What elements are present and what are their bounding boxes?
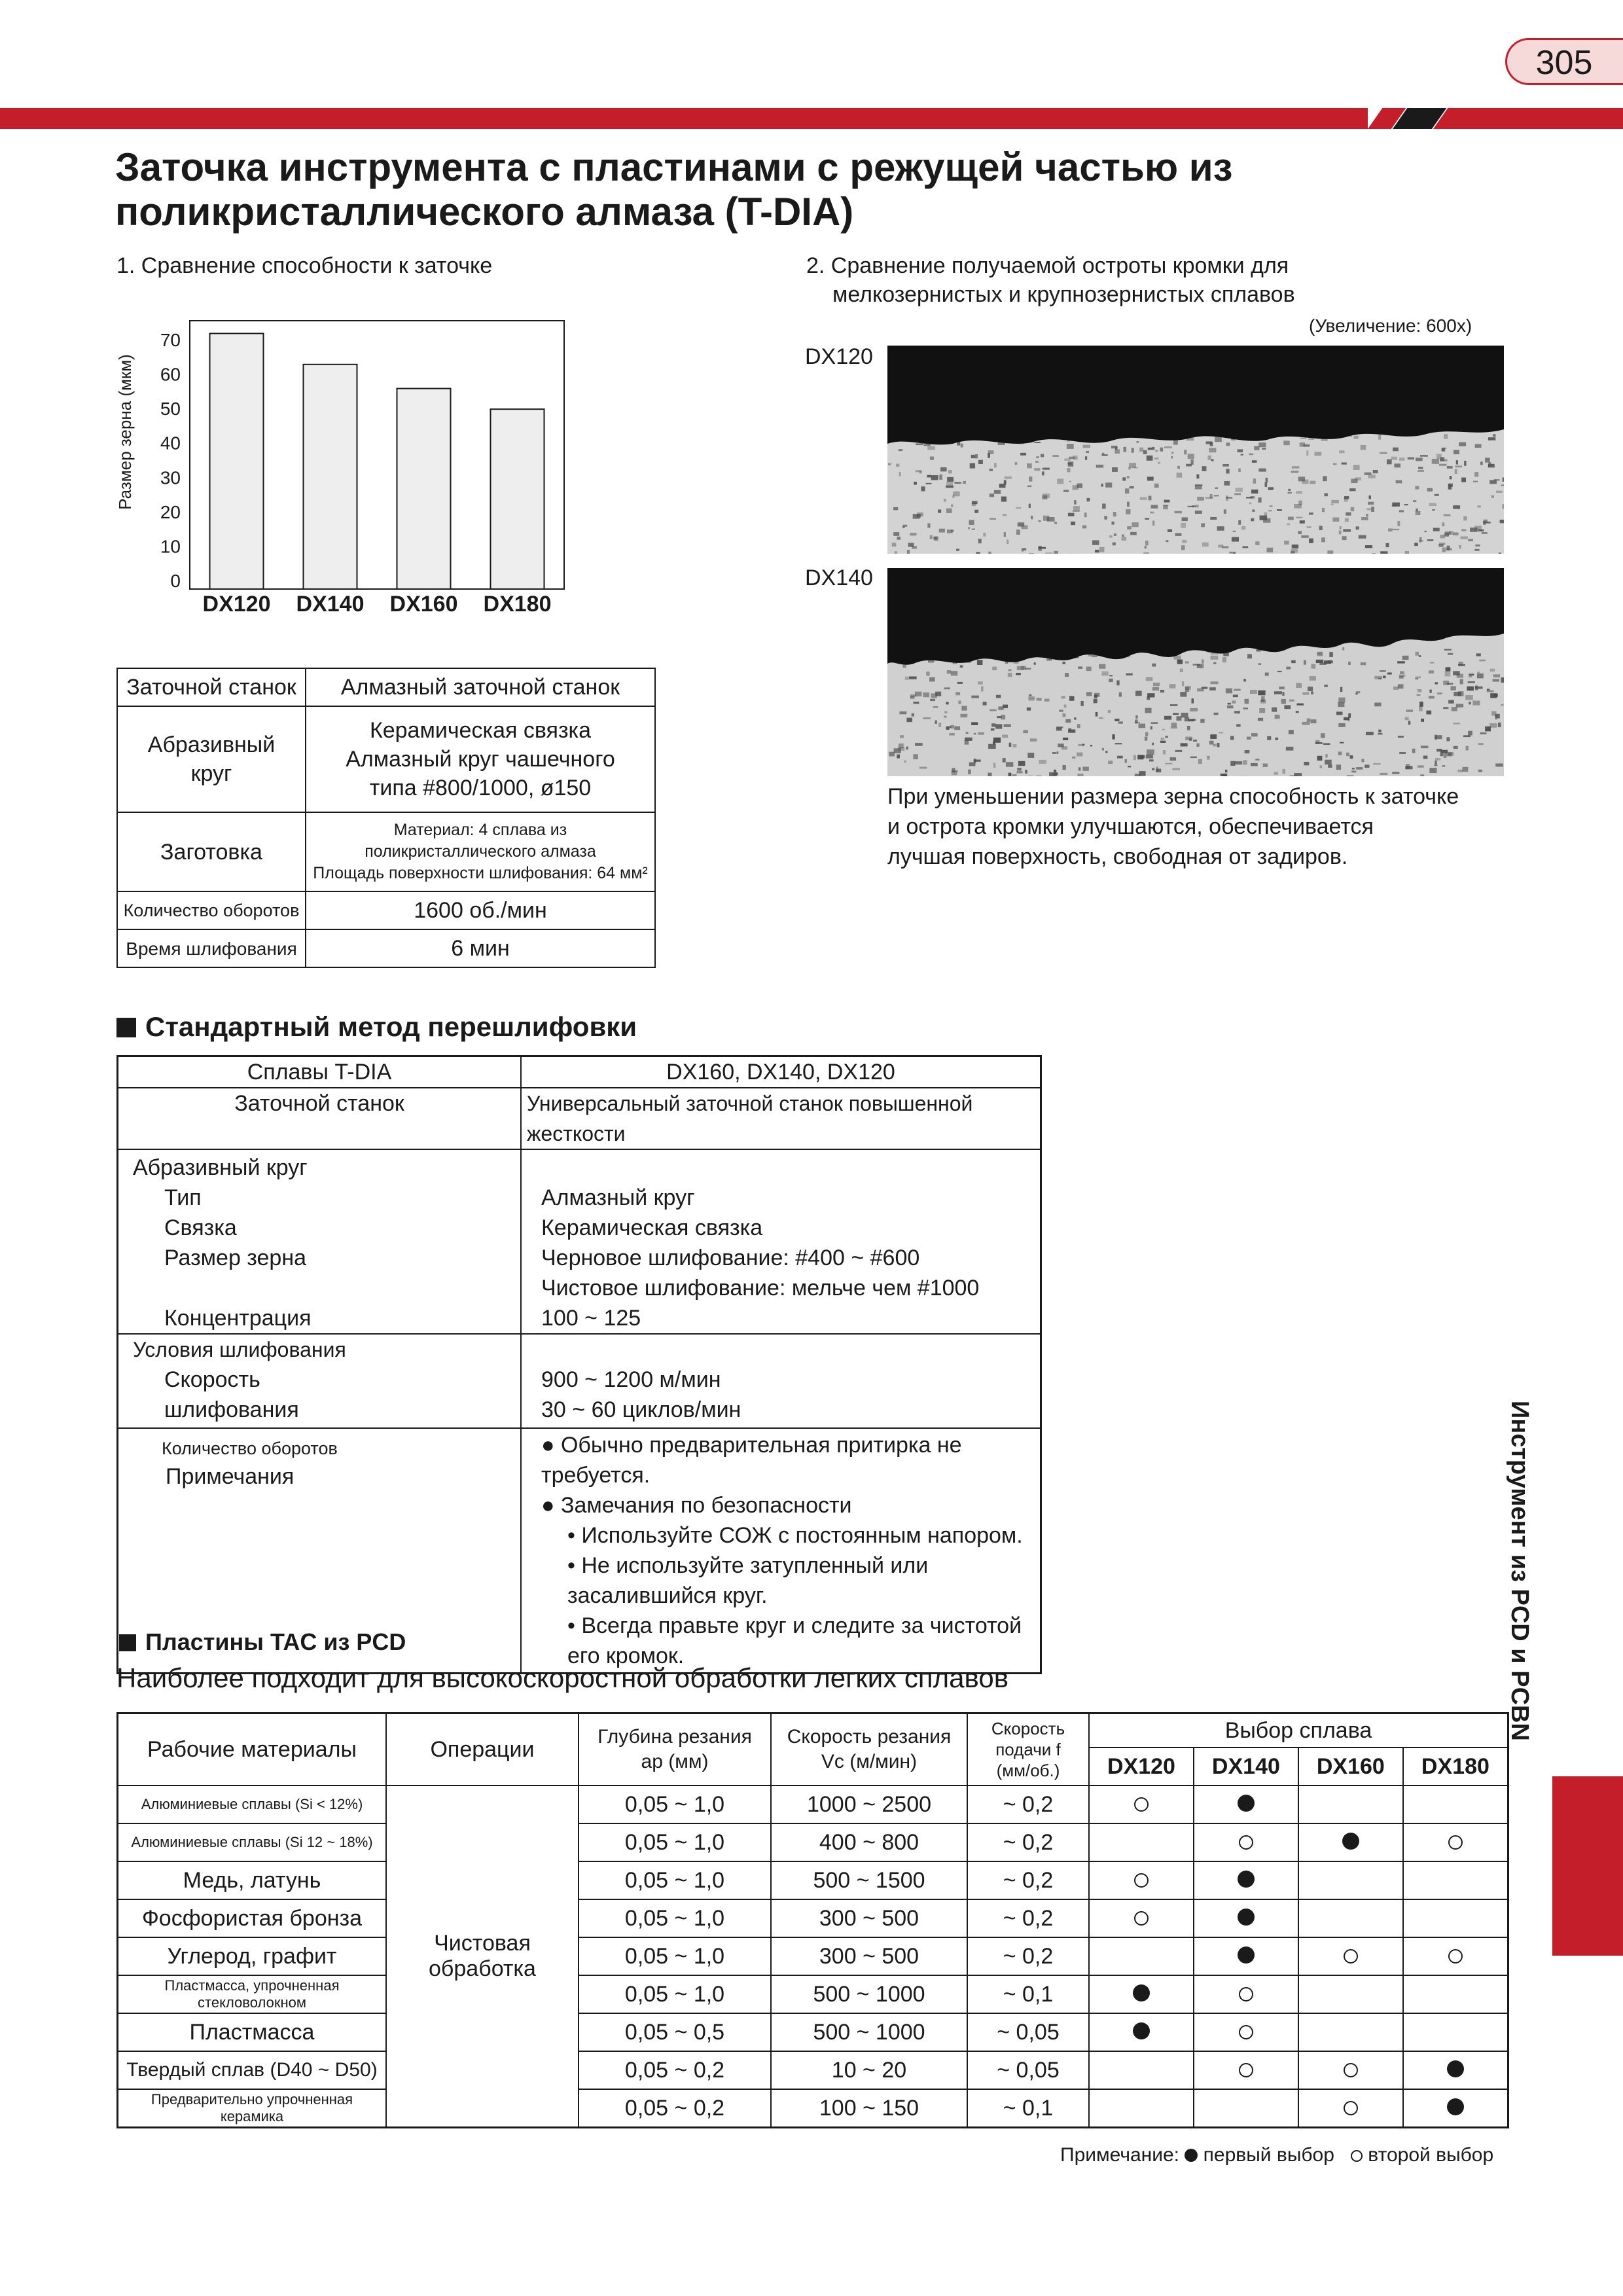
note-item (541, 1430, 1035, 1490)
cell-line: Алмазный круг чашечного (346, 747, 615, 772)
feed-cell: ~ 0,2 (967, 1861, 1089, 1899)
first-choice-icon (1133, 2022, 1150, 2039)
cell-line: круг (190, 761, 232, 786)
table-row (118, 1056, 1041, 1088)
cell-line: Примечания (166, 1464, 294, 1489)
table-cell: Количество оборотов (117, 891, 306, 929)
y-tick-label: 20 (160, 501, 181, 522)
cell-line: Скорость (164, 1367, 260, 1392)
table-row (118, 1823, 1508, 1861)
speed-cell: 500 ~ 1000 (771, 1975, 967, 2013)
x-tick-label: DX160 (389, 592, 458, 615)
section3-subheading: Наиболее подходит для высокоскоростной обработки легких сплавов (116, 1662, 1009, 1693)
second-choice-icon (1351, 2150, 1363, 2162)
table-row (118, 1861, 1508, 1899)
depth-cell: 0,05 ~ 1,0 (579, 1823, 771, 1861)
grade-cell (1298, 1937, 1403, 1975)
bar-dx140 (304, 365, 357, 589)
grade-cell (1403, 1861, 1508, 1899)
table-row (117, 812, 655, 891)
grade-cell (1403, 2089, 1508, 2128)
depth-cell: 0,05 ~ 1,0 (579, 1861, 771, 1899)
table-row (117, 706, 655, 812)
second-choice-icon (1134, 1873, 1149, 1888)
feed-cell: ~ 0,1 (967, 1975, 1089, 2013)
grade-cell (1403, 2013, 1508, 2051)
micrograph-label: DX120 (805, 344, 873, 369)
grade-cell (1403, 1937, 1508, 1975)
grade-cell (1194, 1975, 1298, 2013)
side-tab (1505, 1401, 1558, 1767)
table-row (118, 1975, 1508, 2013)
table-cell (118, 1334, 522, 1428)
cell-line: Концентрация (164, 1306, 312, 1331)
section3-heading-text: Пластины TAC из PCD (145, 1628, 406, 1655)
grade-cell (1194, 1861, 1298, 1899)
grade-cell (1089, 1937, 1194, 1975)
speed-cell: 100 ~ 150 (771, 2089, 967, 2128)
operation-line: Чистовая (434, 1931, 531, 1956)
legend-note (1060, 2144, 1493, 2166)
grade-cell (1298, 1861, 1403, 1899)
grade-cell (1298, 2089, 1403, 2128)
cell-line: 30 ~ 60 циклов/мин (541, 1397, 741, 1422)
header-selection: Выбор сплава (1089, 1713, 1508, 1748)
header-grade: DX180 (1403, 1748, 1508, 1785)
y-tick-label: 30 (160, 467, 181, 488)
table-row (118, 1149, 1041, 1334)
grade-cell (1194, 2089, 1298, 2128)
cell-line: 900 ~ 1200 м/мин (541, 1367, 721, 1392)
grinding-test-table (116, 668, 656, 968)
caption-line: При уменьшении размера зерна способность к заточке (887, 784, 1459, 809)
grade-cell (1089, 2089, 1194, 2128)
micrograph-dx140 (887, 568, 1504, 776)
grade-cell (1194, 1937, 1298, 1975)
grade-cell (1194, 1785, 1298, 1823)
grade-cell (1298, 2051, 1403, 2089)
grade-cell (1403, 1823, 1508, 1861)
y-tick-label: 0 (170, 571, 181, 591)
table-cell (521, 1428, 1041, 1674)
chart-y-axis-label: Размер зерна (мкм) (115, 354, 135, 510)
feed-cell: ~ 0,2 (967, 1937, 1089, 1975)
grade-cell (1194, 1899, 1298, 1937)
cell-line: Керамическая связка (369, 718, 592, 743)
square-bullet-icon (116, 1018, 136, 1037)
table-cell: Универсальный заточной станок повышенной жесткости (521, 1088, 1041, 1149)
material-cell: Предварительно упрочненная керамика (118, 2089, 387, 2128)
depth-cell: 0,05 ~ 0,2 (579, 2089, 771, 2128)
material-cell: Углерод, графит (118, 1937, 387, 1975)
second-choice-icon (1239, 1835, 1253, 1850)
cell-line: Связка (164, 1215, 237, 1240)
feed-cell: ~ 0,05 (967, 2051, 1089, 2089)
first-choice-icon (1447, 2060, 1464, 2077)
depth-cell: 0,05 ~ 1,0 (579, 1785, 771, 1823)
note-item (541, 1551, 1035, 1611)
section1-label: 1. Сравнение способности к заточке (116, 253, 493, 278)
grade-cell (1403, 1785, 1508, 1823)
title-line: Заточка инструмента с пластинами с режущей частью из (115, 145, 1233, 189)
micrograph-dx120 (887, 346, 1504, 554)
table-cell: Сплавы T-DIA (118, 1056, 522, 1088)
second-choice-icon (1134, 1797, 1149, 1812)
cell-line (541, 1335, 1035, 1365)
second-choice-icon (1134, 1911, 1149, 1926)
y-tick-label: 50 (160, 399, 181, 420)
table-row (118, 1937, 1508, 1975)
note-text: Используйте СОЖ с постоянным напором. (581, 1523, 1023, 1548)
header-line: ap (мм) (641, 1751, 709, 1772)
note-text: Обычно предварительная притирка не требуется. (541, 1433, 962, 1488)
header-materials: Рабочие материалы (118, 1713, 387, 1786)
side-tab-marker (1552, 1776, 1623, 1956)
feed-cell: ~ 0,1 (967, 2089, 1089, 2128)
x-tick-label: DX180 (483, 592, 552, 615)
speed-cell: 300 ~ 500 (771, 1899, 967, 1937)
header-depth (579, 1713, 771, 1786)
header-grade: DX120 (1089, 1748, 1194, 1785)
table-row (118, 1334, 1041, 1428)
feed-cell: ~ 0,2 (967, 1823, 1089, 1861)
depth-cell: 0,05 ~ 1,0 (579, 1937, 771, 1975)
cell-line: Условия шлифования (133, 1338, 346, 1361)
grade-cell (1194, 2051, 1298, 2089)
note-text: Не используйте затупленный или засалившийся круг. (567, 1553, 929, 1608)
table-row (118, 1785, 1508, 1823)
caption-line: и острота кромки улучшаются, обеспечивается (887, 814, 1374, 839)
material-cell: Пластмасса, упрочненная стекловолокном (118, 1975, 387, 2013)
title-line: поликристаллического алмаза (T-DIA) (115, 190, 854, 234)
depth-cell: 0,05 ~ 1,0 (579, 1899, 771, 1937)
material-cell: Фосфористая бронза (118, 1899, 387, 1937)
micrograph-caption (887, 781, 1508, 872)
header-line: Vc (м/мин) (821, 1751, 918, 1772)
table-cell: 6 мин (306, 929, 655, 967)
grade-cell (1403, 1899, 1508, 1937)
table-header-row (118, 1713, 1508, 1748)
table-row (117, 929, 655, 967)
micrograph-label: DX140 (805, 565, 873, 590)
note-item (541, 1520, 1035, 1551)
cell-line (541, 1153, 1035, 1183)
cell-line: Чистовое шлифование: мельче чем #1000 (541, 1276, 980, 1300)
grade-cell (1089, 1861, 1194, 1899)
grade-cell (1089, 1785, 1194, 1823)
material-cell: Медь, латунь (118, 1861, 387, 1899)
table-cell (521, 1334, 1041, 1428)
header-line: Скорость (991, 1719, 1065, 1738)
grade-cell (1298, 1785, 1403, 1823)
section2-heading (116, 1011, 637, 1043)
y-tick-label: 70 (160, 330, 181, 350)
y-tick-label: 40 (160, 433, 181, 454)
note-item (541, 1490, 1035, 1520)
cell-line: шлифования (164, 1397, 299, 1422)
header-line: Глубина резания (597, 1726, 752, 1748)
note-prefix: Примечание: (1060, 2144, 1179, 2166)
grade-cell (1403, 1975, 1508, 2013)
feed-cell: ~ 0,05 (967, 2013, 1089, 2051)
first-choice-icon (1447, 2098, 1464, 2115)
magnification-note: (Увеличение: 600x) (1309, 315, 1472, 336)
table-cell: 1600 об./мин (306, 891, 655, 929)
feed-cell: ~ 0,2 (967, 1785, 1089, 1823)
first-choice-icon (1238, 1946, 1255, 1964)
y-tick-label: 60 (160, 364, 181, 385)
table-cell (306, 812, 655, 891)
bar-dx120 (210, 333, 264, 589)
side-tab-label: Инструмент из PCD и PCBN (1506, 1401, 1533, 1741)
table-cell (118, 1149, 522, 1334)
depth-cell: 0,05 ~ 1,0 (579, 1975, 771, 2013)
section-micro-label: мелкозернистых и крупнозернистых сплавов (832, 282, 1295, 307)
depth-cell: 0,05 ~ 0,2 (579, 2051, 771, 2089)
grade-cell (1089, 1899, 1194, 1937)
page-number: 305 (1535, 44, 1593, 82)
cell-line (133, 1273, 515, 1303)
second-choice-icon (1344, 1949, 1358, 1964)
grade-cell (1298, 1823, 1403, 1861)
grade-cell (1298, 2013, 1403, 2051)
cell-line: Абразивный круг (133, 1155, 308, 1180)
table-cell: Алмазный заточной станок (306, 668, 655, 706)
speed-cell: 1000 ~ 2500 (771, 1785, 967, 1823)
caption-line: лучшая поверхность, свободная от задиров. (887, 844, 1348, 869)
first-choice-icon (1238, 1795, 1255, 1812)
table-cell (117, 706, 306, 812)
bullet-icon: • (567, 1523, 582, 1548)
grade-cell (1298, 1899, 1403, 1937)
note-text: Замечания по безопасности (560, 1493, 852, 1518)
section2-heading-text: Стандартный метод перешлифовки (145, 1011, 637, 1042)
grade-cell (1298, 1975, 1403, 2013)
header-operations: Операции (386, 1713, 579, 1786)
cell-line: Размер зерна (164, 1246, 307, 1270)
table-row (118, 1088, 1041, 1149)
header-grade: DX160 (1298, 1748, 1403, 1785)
header-feed (967, 1713, 1089, 1786)
header-grade: DX140 (1194, 1748, 1298, 1785)
second-choice-icon (1448, 1835, 1463, 1850)
x-tick-label: DX120 (202, 592, 271, 615)
table-cell (306, 706, 655, 812)
cell-line: Алмазный круг (541, 1185, 695, 1210)
header-line: (мм/об.) (996, 1761, 1060, 1780)
speed-cell: 10 ~ 20 (771, 2051, 967, 2089)
header-line: Скорость резания (787, 1726, 952, 1748)
grade-cell (1194, 1823, 1298, 1861)
speed-cell: 500 ~ 1500 (771, 1861, 967, 1899)
table-cell: Заточной станок (117, 668, 306, 706)
cell-line: Керамическая связка (541, 1215, 763, 1240)
cell-line: поликристаллического алмаза (365, 842, 596, 861)
first-choice-icon (1342, 1833, 1359, 1850)
cell-line: Количество оборотов (162, 1439, 338, 1458)
second-choice-icon (1344, 2101, 1358, 2115)
tac-insert-table (116, 1712, 1509, 2128)
speed-cell: 500 ~ 1000 (771, 2013, 967, 2051)
material-cell: Алюминиевые сплавы (Si < 12%) (118, 1785, 387, 1823)
table-row (118, 2013, 1508, 2051)
table-cell: Время шлифования (117, 929, 306, 967)
section-micro-label: 2. Сравнение получаемой остроты кромки для (806, 253, 1289, 278)
operation-cell (386, 1785, 579, 2128)
second-choice-icon (1239, 2025, 1253, 2039)
table-row (117, 891, 655, 929)
grade-cell (1089, 2013, 1194, 2051)
material-cell: Твердый сплав (D40 ~ D50) (118, 2051, 387, 2089)
speed-cell: 300 ~ 500 (771, 1937, 967, 1975)
note-text: Всегда правьте круг и следите за чистотой его кромок. (567, 1613, 1022, 1668)
bar-dx160 (397, 389, 451, 589)
bullet-icon: • (567, 1613, 582, 1638)
feed-cell: ~ 0,2 (967, 1899, 1089, 1937)
table-cell: Заготовка (117, 812, 306, 891)
bar-dx180 (491, 409, 544, 589)
page-title (115, 145, 1359, 234)
cell-line: Черновое шлифование: #400 ~ #600 (541, 1246, 920, 1270)
table-cell: DX160, DX140, DX120 (666, 1060, 895, 1085)
header-speed (771, 1713, 967, 1786)
note-first: первый выбор (1203, 2144, 1334, 2166)
table-cell (521, 1149, 1041, 1334)
first-choice-icon (1238, 1871, 1255, 1888)
table-row (118, 1899, 1508, 1937)
bullet-icon: ● (541, 1433, 561, 1458)
header-line: подачи f (995, 1740, 1061, 1759)
x-tick-label: DX140 (296, 592, 365, 615)
regrind-method-table (116, 1055, 1042, 1674)
cell-line: 100 ~ 125 (541, 1306, 641, 1331)
operation-line: обработка (429, 1956, 536, 1981)
material-cell: Пластмасса (118, 2013, 387, 2051)
first-choice-icon (1185, 2149, 1198, 2162)
square-bullet-icon (119, 1634, 136, 1651)
table-row (117, 668, 655, 706)
bullet-icon: • (567, 1553, 582, 1578)
table-row (118, 2089, 1508, 2128)
header-band (0, 108, 1368, 129)
grade-cell (1089, 1975, 1194, 2013)
section3-heading (119, 1628, 406, 1656)
second-choice-icon (1344, 2063, 1358, 2077)
first-choice-icon (1238, 1909, 1255, 1926)
y-tick-label: 10 (160, 536, 181, 557)
second-choice-icon (1448, 1949, 1463, 1964)
first-choice-icon (1133, 1984, 1150, 2001)
grade-cell (1194, 2013, 1298, 2051)
table-cell: Заточной станок (118, 1088, 522, 1149)
header-stripe (1433, 108, 1623, 129)
note-second: второй выбор (1368, 2144, 1494, 2166)
cell-line: Абразивный (147, 732, 276, 757)
speed-cell: 400 ~ 800 (771, 1823, 967, 1861)
second-choice-icon (1239, 1987, 1253, 2001)
grade-cell (1403, 2051, 1508, 2089)
cell-line: Материал: 4 сплава из (393, 821, 567, 839)
depth-cell: 0,05 ~ 0,5 (579, 2013, 771, 2051)
cell-line: Площадь поверхности шлифования: 64 мм² (313, 864, 648, 882)
grade-cell (1089, 1823, 1194, 1861)
grain-size-chart (111, 314, 668, 615)
second-choice-icon (1239, 2063, 1253, 2077)
grade-cell (1089, 2051, 1194, 2089)
material-cell: Алюминиевые сплавы (Si 12 ~ 18%) (118, 1823, 387, 1861)
cell-line: Тип (164, 1185, 202, 1210)
table-row (118, 2051, 1508, 2089)
cell-line: типа #800/1000, ø150 (369, 776, 592, 800)
bullet-icon: ● (541, 1493, 561, 1518)
